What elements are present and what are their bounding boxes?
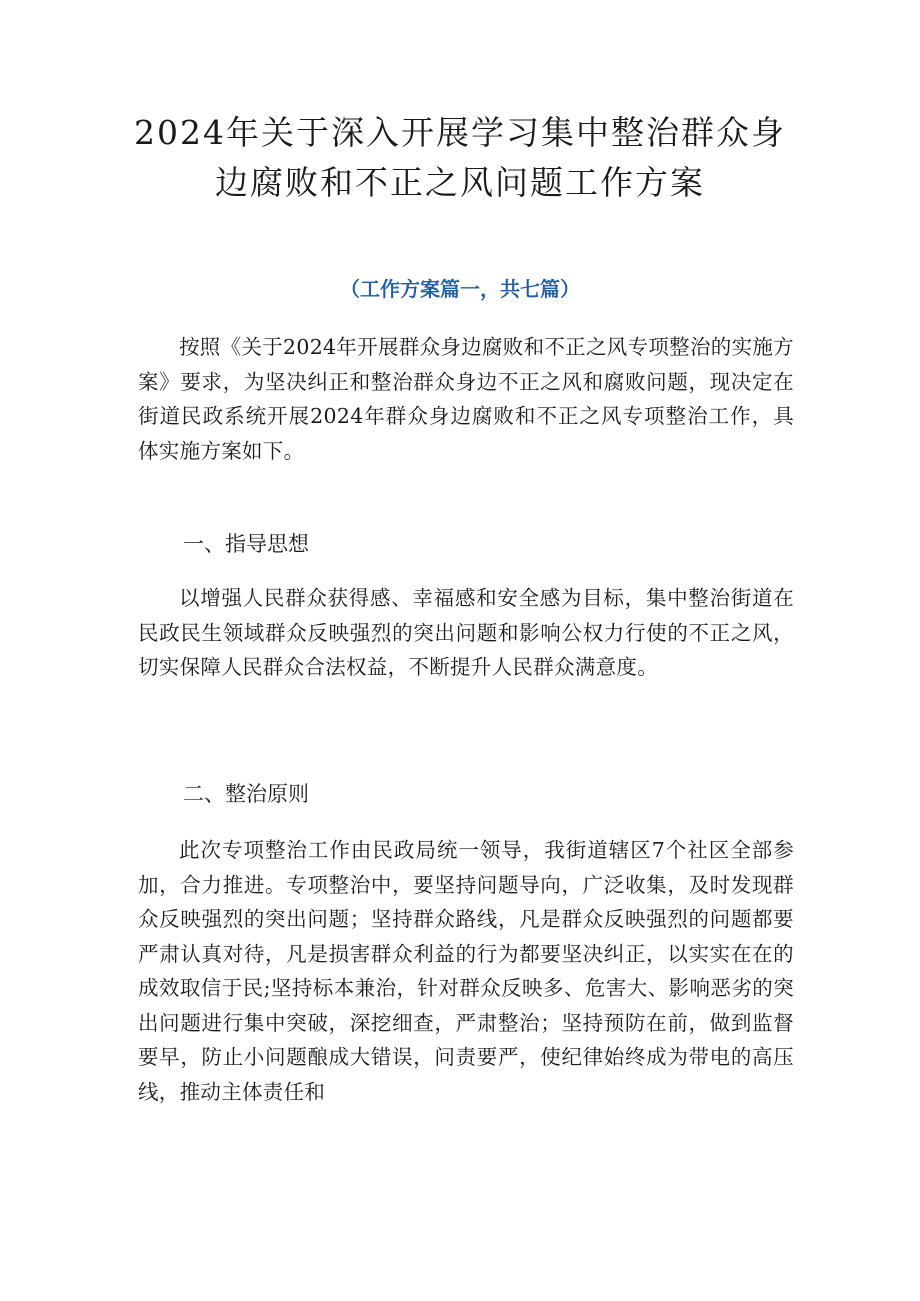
section-body-guiding-ideology: 以增强人民群众获得感、幸福感和安全感为目标，集中整治街道在民政民生领域群众反映强烈的突出问题和影响公权力行使的不正之风，切实保障人民群众合法权益，不断提升人民群众满意度。 [138, 586, 794, 679]
section-heading-guiding-ideology: 一、指导思想 [183, 532, 309, 556]
document-title: 2024年关于深入开展学习集中整治群众身边腐败和不正之风问题工作方案 [134, 113, 786, 202]
document-subtitle: （工作方案篇一，共七篇） [340, 277, 580, 301]
section-body-principles: 此次专项整治工作由民政局统一领导，我街道辖区7个社区全部参加，合力推进。专项整治中，要坚持问题导向，广泛收集，及时发现群众反映强烈的突出问题；坚持群众路线，凡是群众反映强烈的问题都要严肃认真对待，凡是损害群众利益的行为都要坚决纠正，以实实在在的成效取信于民;坚持标本兼治，针对群众反映多、危害大、影响恶劣的突出问题进行集中突破，深挖细查，严肃整治；坚持预防在前，做到监督要早，防止小问题酿成大错误，问责要严，使纪律始终成为带电的高压线，推动主体责任和 [138, 838, 794, 1104]
intro-paragraph: 按照《关于2024年开展群众身边腐败和不正之风专项整治的实施方案》要求，为坚决纠正和整治群众身边不正之风和腐败问题，现决定在街道民政系统开展2024年群众身边腐败和不正之风专项整治工作，具体实施方案如下。 [138, 335, 794, 463]
section-heading-principles: 二、整治原则 [183, 782, 309, 806]
